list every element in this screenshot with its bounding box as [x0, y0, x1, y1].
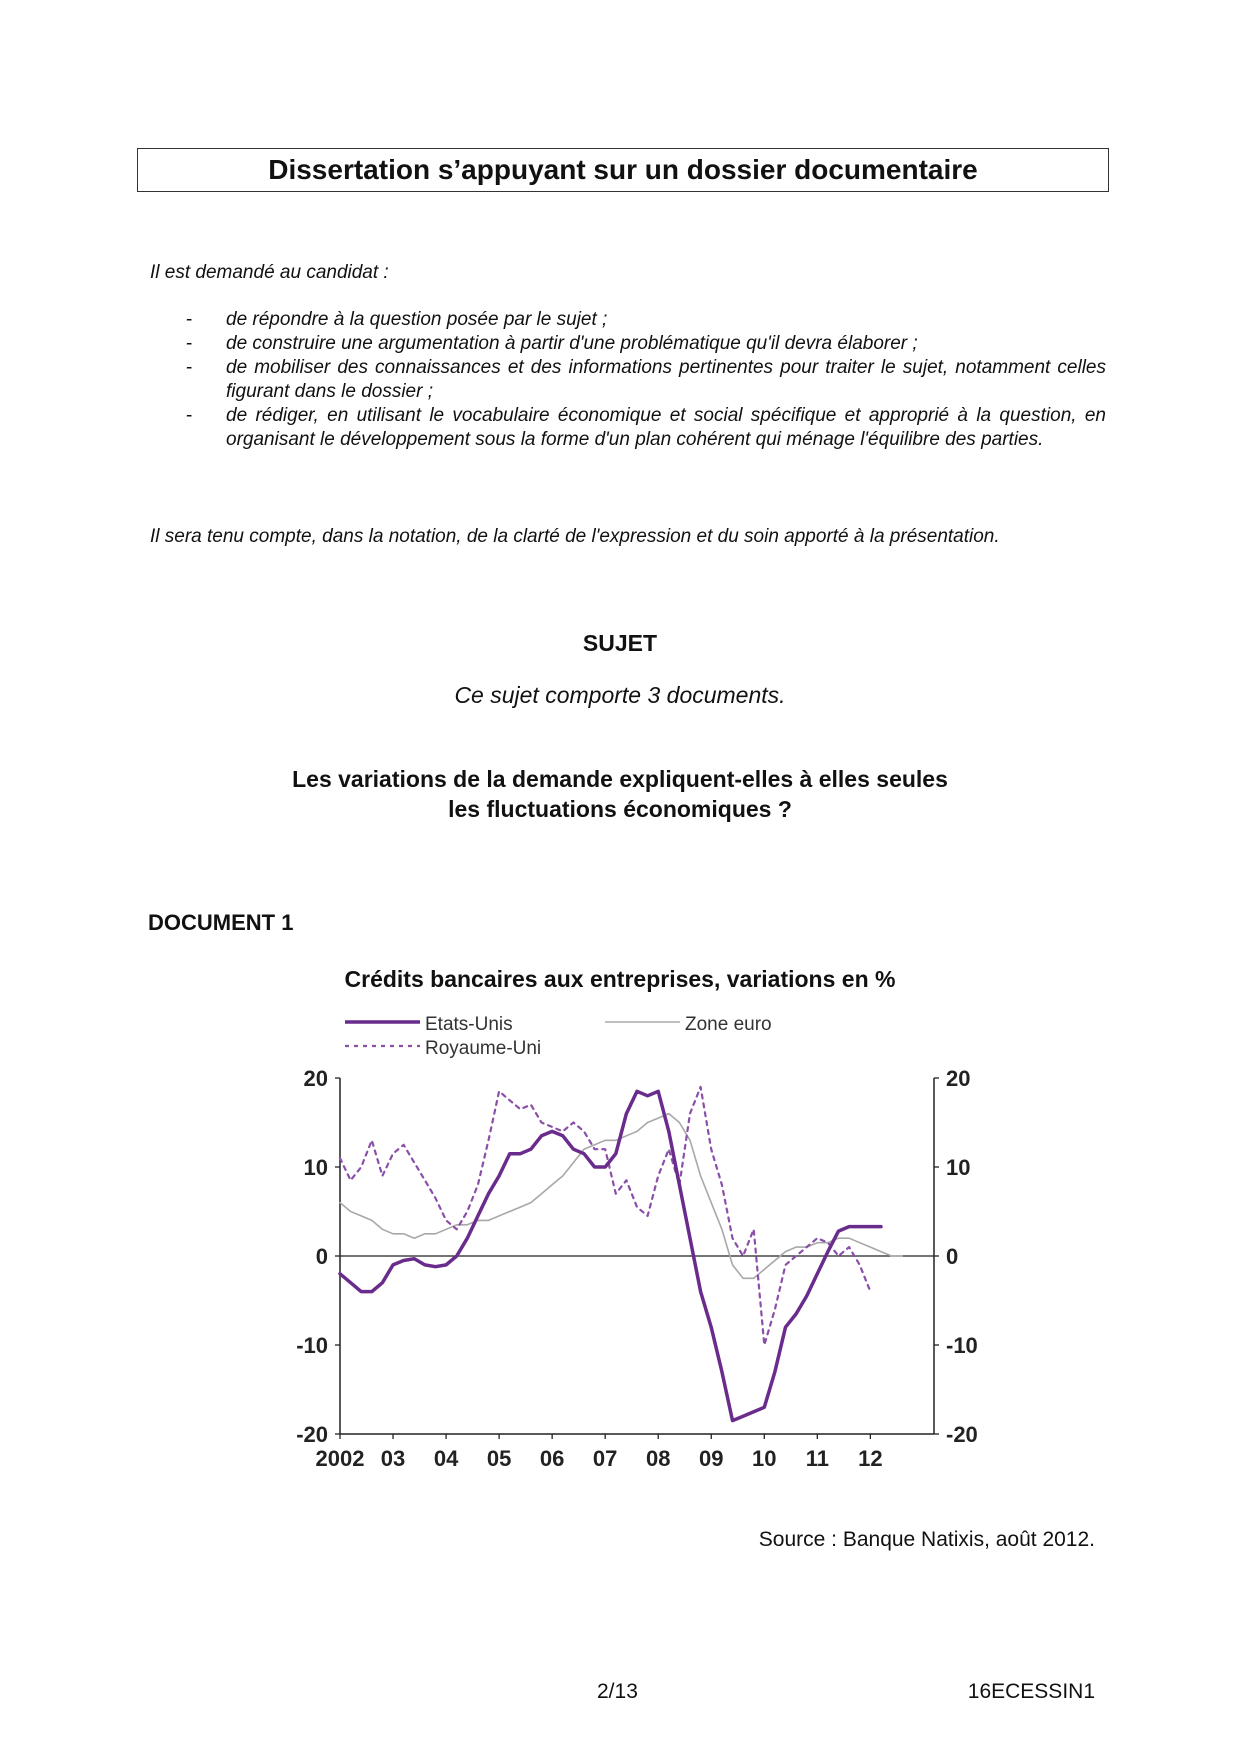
instructions-list	[186, 308, 1106, 452]
legend-label: Royaume-Uni	[425, 1038, 542, 1059]
series-line-royaume-uni	[340, 1087, 870, 1345]
y-tick-label-right: 10	[946, 1155, 971, 1180]
document-code: 16ECESSIN1	[967, 1680, 1095, 1703]
y-tick-label-left: -20	[296, 1422, 328, 1447]
line-chart	[280, 1010, 1020, 1490]
list-item: - de répondre à la question posée par le sujet ;	[186, 308, 1106, 332]
y-tick-label-right: 0	[946, 1244, 959, 1269]
x-tick-label: 03	[380, 1446, 406, 1471]
x-tick-label: 10	[752, 1446, 777, 1471]
x-tick-label: 04	[433, 1446, 459, 1471]
list-item: - de mobiliser des connaissances et des informations pertinentes pour traiter le sujet, notamment celles figurant dans le dossier ;	[186, 356, 1106, 404]
y-tick-label-right: -10	[946, 1333, 978, 1358]
x-tick-label: 07	[592, 1446, 618, 1471]
x-tick-label: 09	[699, 1446, 724, 1471]
legend-label: Zone euro	[685, 1014, 772, 1035]
x-tick-label: 12	[858, 1446, 883, 1471]
question-line-1: Les variations de la demande expliquent-elles à elles seules	[292, 766, 948, 792]
sujet-question	[0, 764, 1240, 824]
list-item: - de rédiger, en utilisant le vocabulaire économique et social spécifique et approprié à la question, en organisant le développement sous la forme d'un plan cohérent qui ménage l'équilibre des parties.	[186, 404, 1106, 452]
y-tick-label-right: -20	[946, 1422, 978, 1447]
chart-title: Crédits bancaires aux entreprises, variations en %	[344, 966, 896, 992]
y-tick-label-left: -10	[296, 1333, 328, 1358]
x-tick-label: 06	[539, 1446, 565, 1471]
question-line-2: les fluctuations économiques ?	[448, 796, 792, 822]
instructions-intro: Il est demandé au candidat :	[150, 262, 389, 283]
x-tick-label: 2002	[315, 1446, 365, 1471]
sujet-subtitle: Ce sujet comporte 3 documents.	[454, 682, 786, 708]
notation-note: Il sera tenu compte, dans la notation, de la clarté de l'expression et du soin apporté à la présentation.	[150, 526, 1000, 547]
page-title: Dissertation s’appuyant sur un dossier documentaire	[137, 148, 1109, 192]
sujet-heading: SUJET	[582, 630, 658, 656]
x-tick-label: 05	[486, 1446, 512, 1471]
list-item: - de construire une argumentation à partir d'une problématique qu'il devra élaborer ;	[186, 332, 1106, 356]
source-note: Source : Banque Natixis, août 2012.	[758, 1528, 1095, 1551]
y-tick-label-left: 0	[315, 1244, 328, 1269]
y-tick-label-left: 10	[303, 1155, 328, 1180]
y-tick-label-left: 20	[303, 1066, 328, 1091]
x-tick-label: 08	[645, 1446, 671, 1471]
legend-label: Etats-Unis	[425, 1014, 513, 1035]
x-tick-label: 11	[805, 1446, 829, 1471]
y-tick-label-right: 20	[946, 1066, 971, 1091]
document-label: DOCUMENT 1	[148, 910, 294, 935]
page-number: 2/13	[597, 1680, 638, 1703]
